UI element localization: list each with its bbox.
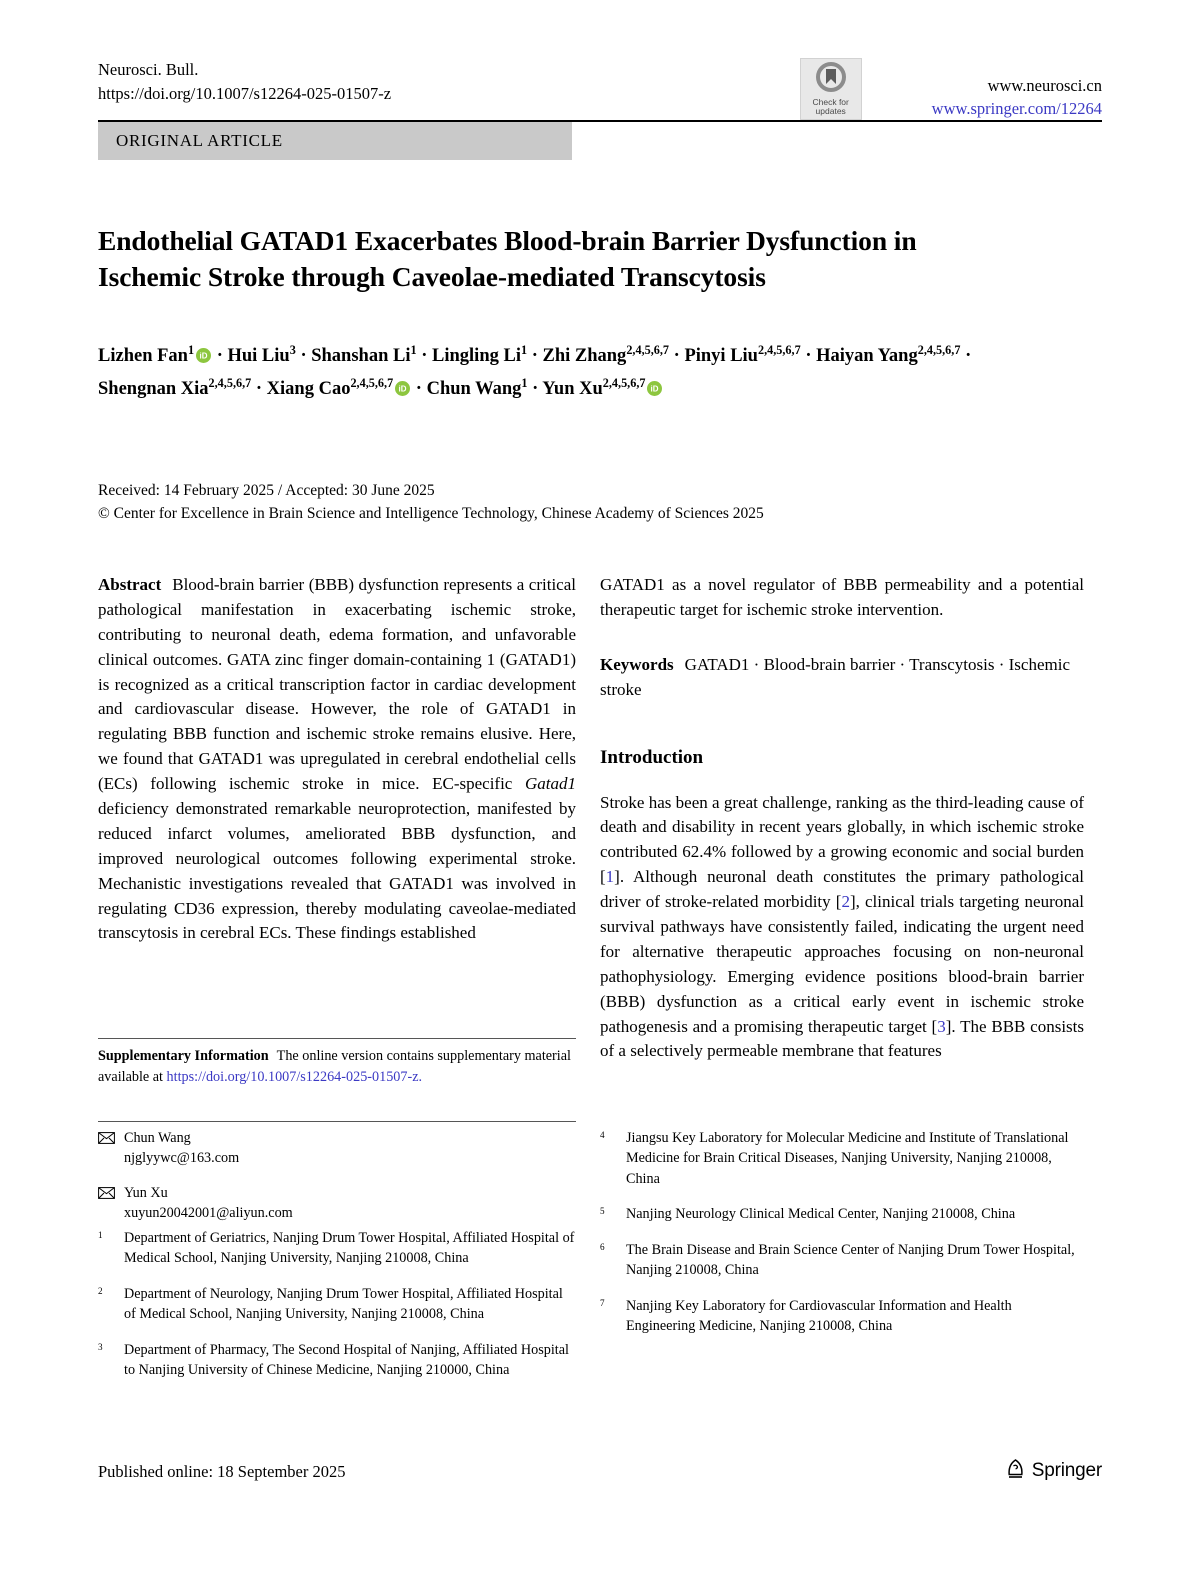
- author-separator: ·: [300, 346, 307, 366]
- orcid-icon[interactable]: [647, 376, 662, 407]
- springer-logo: [1006, 1458, 1102, 1484]
- author-affiliation-marker: 3: [289, 342, 296, 357]
- author-affiliation-marker: 1: [187, 342, 195, 357]
- copyright-line: © Center for Excellence in Brain Science and Intelligence Technology, Chinese Academy of Sciences 2025: [98, 504, 764, 522]
- corresponding-author-email[interactable]: njglyywc@163.com: [124, 1150, 240, 1167]
- journal-website-url: www.neurosci.cn: [987, 76, 1102, 95]
- journal-urls: [932, 58, 1102, 121]
- affiliation-number: 1: [98, 1230, 103, 1240]
- corresponding-author-name: Yun Xu: [124, 1184, 168, 1201]
- author-name: Lingling Li: [432, 346, 521, 366]
- author-separator: ·: [532, 379, 539, 400]
- intro-text-c: ], clinical trials targeting neuronal survival pathways have consistently failed, indicating the urgent need for alternative therapeutic approaches focusing on non-neuronal pathophysiology. Emerging evidence positions blood-brain barrier (BBB) dysfunction as a critical early event in ischemic stroke pathogenesis and a promising therapeutic target [: [600, 892, 1084, 1036]
- orcid-icon[interactable]: [395, 376, 410, 407]
- affiliation-number: 5: [600, 1206, 605, 1217]
- citation-link-2[interactable]: 2: [841, 892, 850, 912]
- correspondence-item: [98, 1183, 576, 1224]
- affiliation-item: [600, 1240, 1084, 1281]
- affiliation-number: 2: [98, 1285, 103, 1296]
- author-affiliation-marker: 2,4,5,6,7: [208, 375, 252, 390]
- author-name: Xiang Cao: [266, 379, 351, 400]
- author-affiliation-marker: 2,4,5,6,7: [757, 342, 801, 357]
- author-name: Haiyan Yang: [816, 346, 918, 366]
- author-line-1: [98, 341, 1098, 374]
- corresponding-author-name: Chun Wang: [124, 1130, 191, 1146]
- author-separator: ·: [805, 346, 812, 366]
- abstract-label: Abstract: [98, 575, 162, 594]
- affiliation-text: Department of Neurology, Nanjing Drum Tower Hospital, Affiliated Hospital of Medical School, Nanjing University, Nanjing 210008, China: [124, 1285, 563, 1323]
- springer-journal-url[interactable]: www.springer.com/12264: [931, 99, 1102, 119]
- svg-text:iD: iD: [651, 384, 659, 394]
- supplementary-divider: [98, 1038, 576, 1039]
- author-name: Pinyi Liu: [684, 346, 758, 366]
- author-name: Hui Liu: [227, 346, 290, 366]
- envelope-icon: [98, 1132, 115, 1148]
- author-affiliation-marker: 2,4,5,6,7: [350, 375, 394, 390]
- author-affiliation-marker: 1: [521, 375, 528, 390]
- page-title: Endothelial GATAD1 Exacerbates Blood-brain Barrier Dysfunction in Ischemic Stroke through Caveolae-mediated Transcytosis: [98, 225, 917, 293]
- right-column: [600, 556, 1084, 1081]
- article-type-band: [98, 122, 572, 160]
- article-type-label: ORIGINAL ARTICLE: [116, 131, 283, 150]
- author-affiliation-marker: 2,4,5,6,7: [917, 342, 961, 357]
- masthead: [98, 58, 1102, 121]
- author-affiliation-marker: 1: [520, 342, 528, 357]
- envelope-icon: [98, 1187, 115, 1203]
- abstract-gene-italic: Gatad1: [525, 774, 576, 794]
- author-separator: ·: [531, 346, 538, 366]
- affiliations-left: [98, 1228, 576, 1396]
- author-separator: ·: [415, 379, 422, 400]
- author-separator: ·: [216, 346, 223, 366]
- author-line-2: [98, 374, 1098, 407]
- abstract-text-part2: deficiency demonstrated remarkable neuroprotection, manifested by reduced infarct volumes, ameliorated BBB dysfunction, and improved neurological outcomes following experimental stroke. Mechanistic investigations revealed that GATAD1 was involved in regulating CD36 expression, thereby modulating caveolae-mediated transcytosis in cerebral ECs. These findings established: [98, 799, 576, 943]
- author-name: Shanshan Li: [311, 346, 411, 366]
- publication-dates: [98, 480, 998, 526]
- supplementary-information: [98, 1046, 576, 1087]
- author-name: Chun Wang: [426, 379, 522, 400]
- author-affiliation-marker: 1: [410, 342, 417, 357]
- svg-text:iD: iD: [398, 384, 407, 394]
- affiliation-text: Department of Pharmacy, The Second Hospital of Nanjing, Affiliated Hospital to Nanjing University of Chinese Medicine, Nanjing 210000, China: [124, 1341, 569, 1379]
- author-list: [98, 341, 1098, 407]
- crossmark-label-line2: updates: [815, 105, 846, 116]
- masthead-right: [800, 58, 1102, 121]
- supplementary-label: Supplementary Information: [98, 1048, 269, 1064]
- supplementary-doi-link[interactable]: https://doi.org/10.1007/s12264-025-01507-z.: [166, 1068, 423, 1085]
- section-heading-introduction: Introduction: [600, 746, 704, 768]
- check-for-updates-badge[interactable]: [800, 58, 862, 120]
- journal-name: Neurosci. Bull.: [98, 60, 199, 79]
- crossmark-label: [812, 98, 848, 116]
- correspondence-block: [98, 1128, 576, 1238]
- supplementary-text: The online version contains supplementary material available at: [98, 1048, 571, 1085]
- citation-link-1[interactable]: 1: [605, 867, 615, 887]
- affiliation-text: Department of Geriatrics, Nanjing Drum Tower Hospital, Affiliated Hospital of Medical School, Nanjing University, Nanjing 210008, China: [124, 1230, 575, 1267]
- correspondence-item: [98, 1128, 576, 1169]
- affiliation-number: 7: [600, 1297, 605, 1308]
- author-separator: ·: [255, 379, 263, 400]
- intro-text-b: ]. Although neuronal death constitutes the primary pathological driver of stroke-related morbidity [: [600, 867, 1084, 912]
- affiliation-text: Nanjing Neurology Clinical Medical Center, Nanjing 210008, China: [626, 1206, 1016, 1223]
- keywords-text: GATAD1 · Blood-brain barrier · Transcytosis · Ischemic stroke: [600, 654, 1070, 699]
- springer-horse-icon: [1006, 1458, 1025, 1484]
- published-online-date: Published online: 18 September 2025: [98, 1462, 346, 1481]
- affiliation-number: 3: [98, 1341, 103, 1352]
- author-name: Yun Xu: [542, 379, 603, 400]
- affiliation-item: [600, 1128, 1084, 1189]
- affiliation-text: The Brain Disease and Brain Science Center of Nanjing Drum Tower Hospital, Nanjing 210008, China: [626, 1241, 1075, 1279]
- affiliation-item: [600, 1204, 1084, 1224]
- intro-text-a: Stroke has been a great challenge, ranking as the third-leading cause of death and disability in recent years globally, in which ischemic stroke contributed 62.4% followed by a growing economic and social burden [: [600, 792, 1084, 887]
- citation-link-3[interactable]: 3: [937, 1016, 946, 1036]
- author-name: Lizhen Fan: [98, 346, 188, 366]
- affiliation-text: Jiangsu Key Laboratory for Molecular Medicine and Institute of Translational Medicine for Brain Critical Diseases, Nanjing University, Nanjing 210008, China: [626, 1130, 1069, 1187]
- affiliation-item: [600, 1296, 1084, 1337]
- author-affiliation-marker: 2,4,5,6,7: [602, 375, 646, 390]
- affiliations-right: [600, 1128, 1084, 1352]
- affiliation-item: [98, 1228, 576, 1269]
- abstract-paragraph: [98, 573, 576, 946]
- orcid-icon[interactable]: [196, 343, 211, 374]
- author-separator: ·: [965, 346, 972, 366]
- author-name: Zhi Zhang: [542, 346, 627, 366]
- affiliation-text: Nanjing Key Laboratory for Cardiovascular Information and Health Engineering Medicine, Nanjing 210008, China: [626, 1297, 1012, 1335]
- abstract-text-part1: Blood-brain barrier (BBB) dysfunction represents a critical pathological manifestation in exacerbating ischemic stroke, contributing to neuronal death, edema formation, and unfavorable clinical outcomes. GATA zinc finger domain-containing 1 (GATAD1) is recognized as a critical transcription factor in cardiac development and cardiovascular disease. However, the role of GATAD1 in regulating BBB function and ischemic stroke remains elusive. Here, we found that GATAD1 was upregulated in cerebral endothelial cells (ECs) following ischemic stroke in mice. EC-specific: [98, 575, 576, 794]
- affiliation-item: [98, 1284, 576, 1325]
- author-separator: ·: [673, 346, 680, 366]
- corresponding-author-email[interactable]: xuyun20042001@aliyun.com: [124, 1205, 293, 1222]
- introduction-paragraph-1: [600, 791, 1084, 1065]
- left-column: [98, 556, 576, 963]
- keywords-block: [600, 653, 1084, 703]
- received-accepted-line: Received: 14 February 2025 / Accepted: 30 June 2025: [98, 482, 435, 499]
- affiliation-number: 4: [600, 1130, 605, 1140]
- crossmark-label-line1: Check for: [812, 97, 849, 107]
- author-name: Shengnan Xia: [98, 379, 209, 400]
- svg-text:iD: iD: [199, 351, 208, 361]
- affiliation-number: 6: [600, 1241, 605, 1252]
- intro-text-d: ]. The BBB consists of a selectively permeable membrane that features: [600, 1016, 1085, 1061]
- article-doi: https://doi.org/10.1007/s12264-025-01507-z: [98, 83, 392, 103]
- affiliation-item: [98, 1340, 576, 1381]
- author-separator: ·: [421, 346, 428, 366]
- crossmark-circle-icon: [816, 62, 846, 97]
- abstract-continuation: GATAD1 as a novel regulator of BBB permeability and a potential therapeutic target for ischemic stroke intervention.: [600, 575, 1084, 619]
- keywords-label: Keywords: [600, 654, 674, 674]
- correspondence-divider: [98, 1121, 576, 1122]
- springer-wordmark: Springer: [1031, 1460, 1102, 1481]
- author-affiliation-marker: 2,4,5,6,7: [626, 342, 670, 357]
- journal-identification: [98, 58, 391, 106]
